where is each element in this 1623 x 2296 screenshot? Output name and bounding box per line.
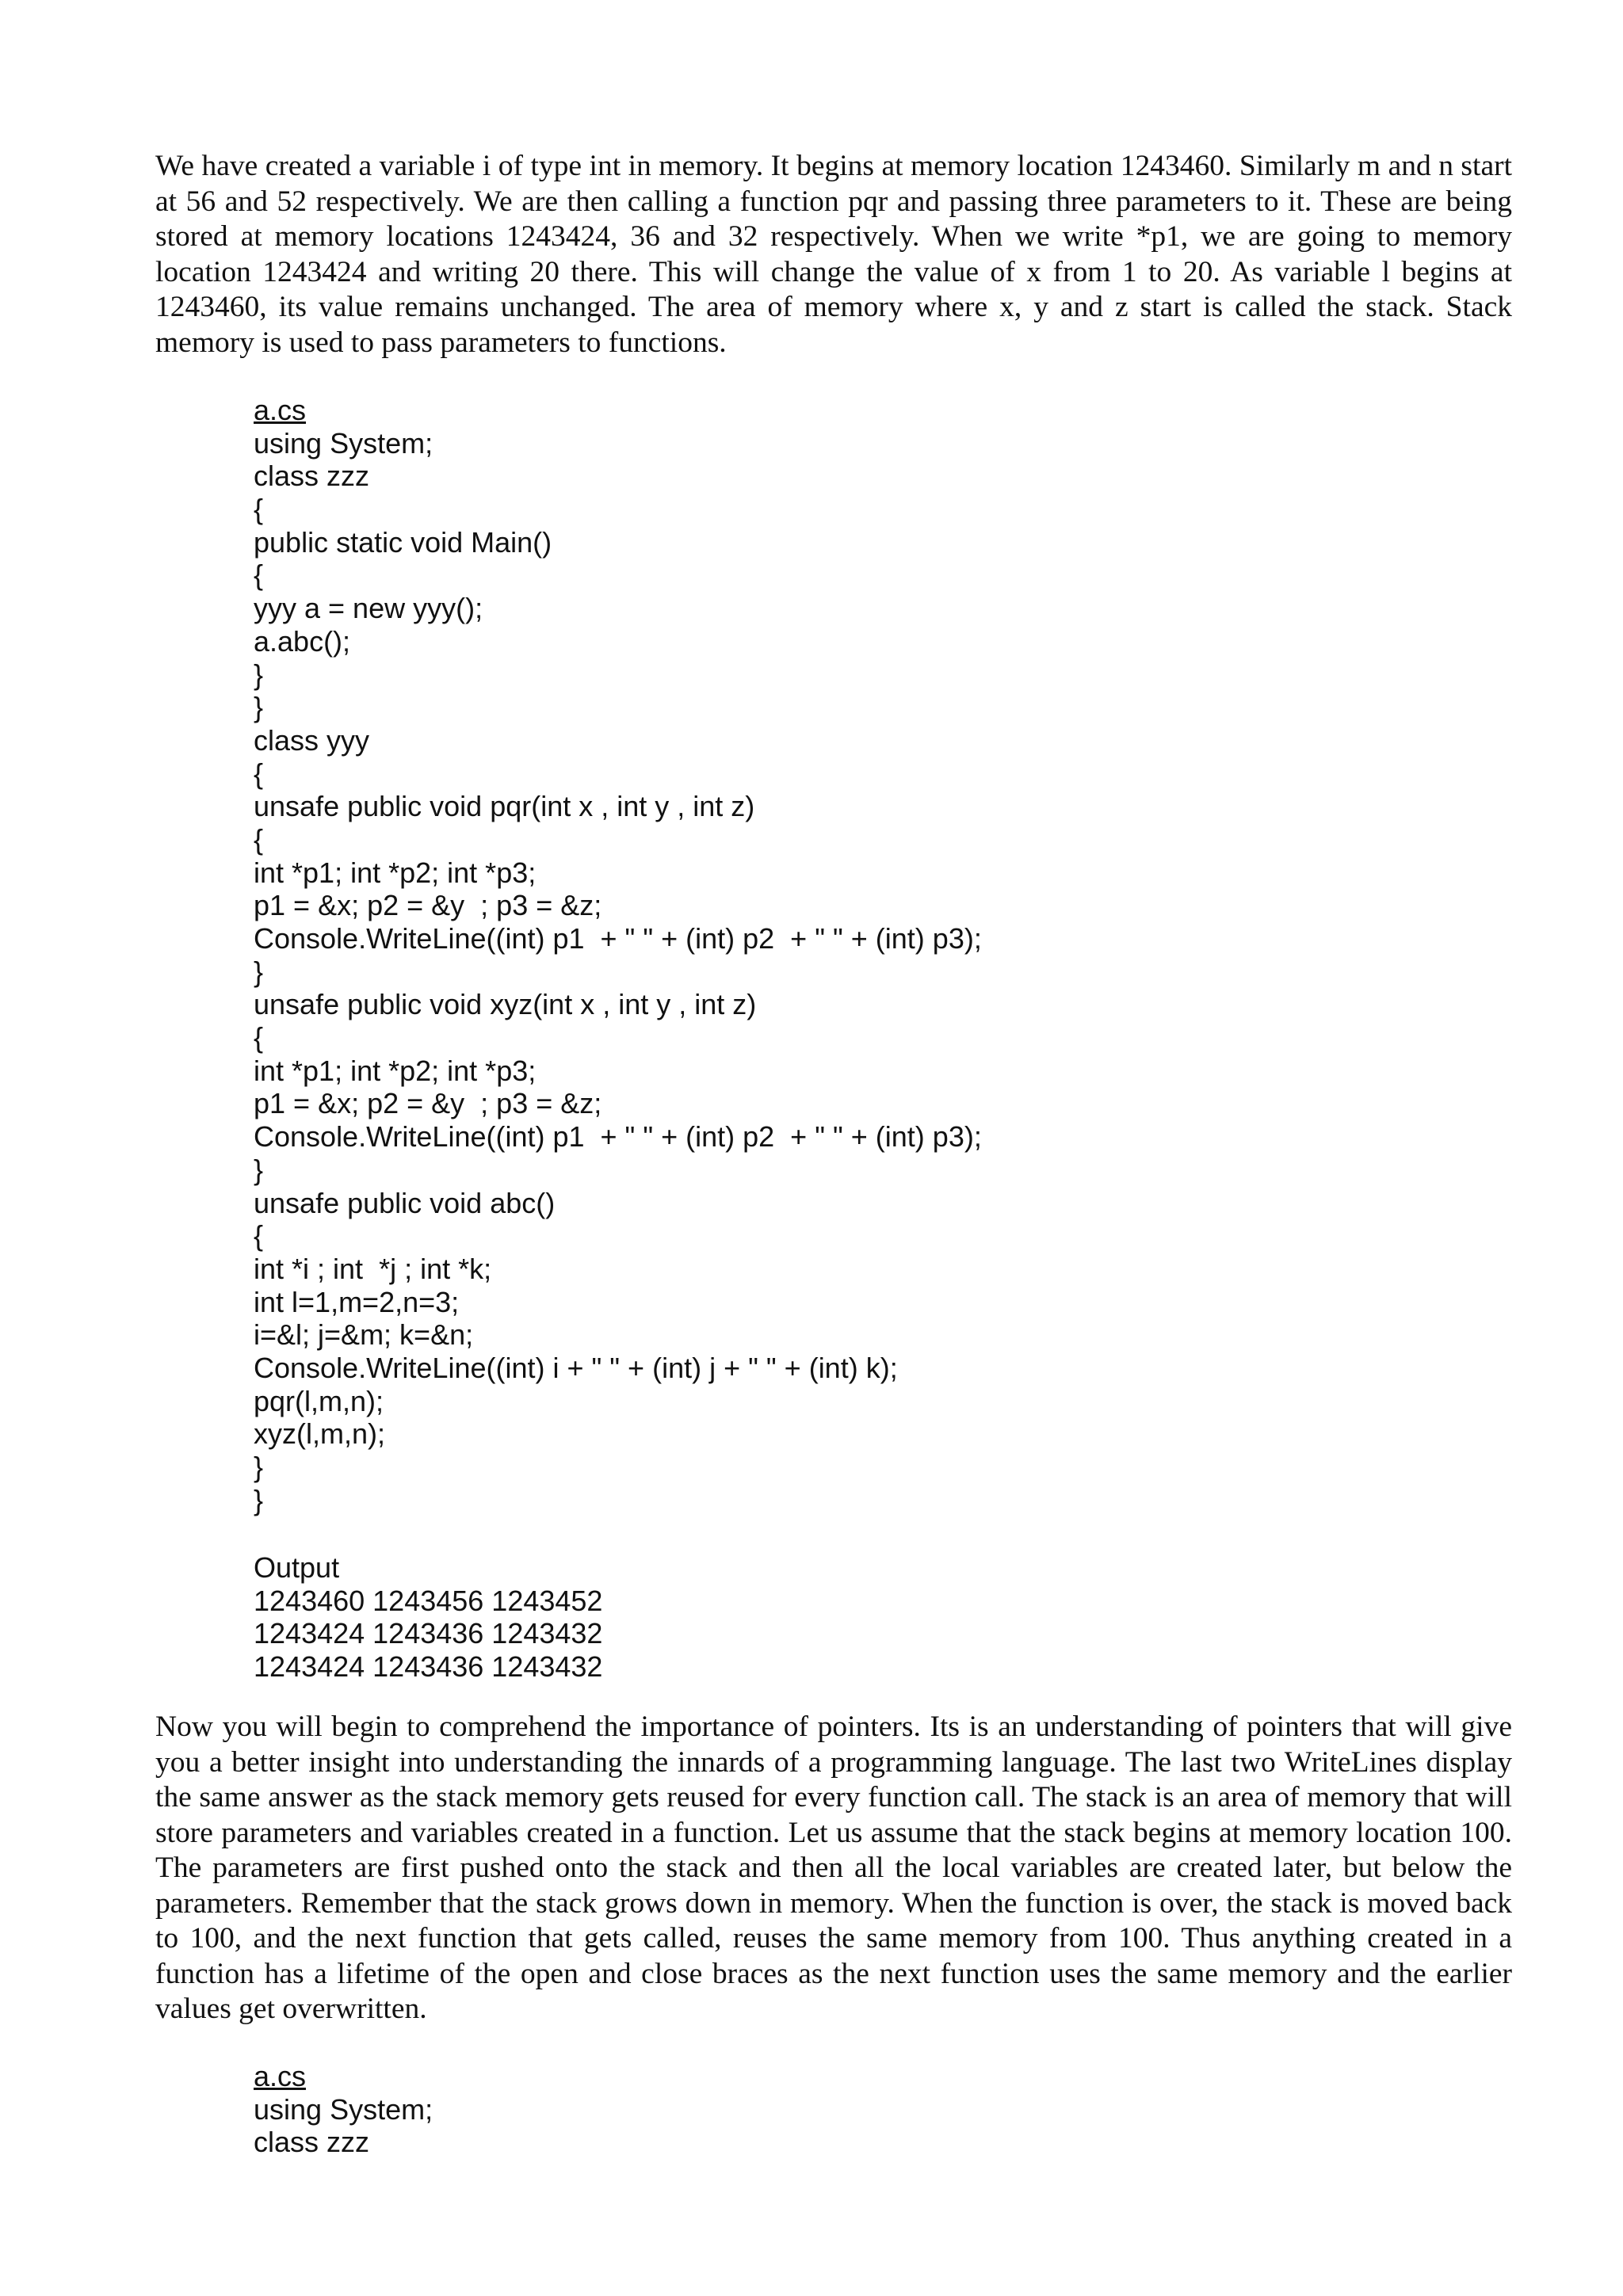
code-line: } xyxy=(254,1483,264,1516)
code-line: public static void Main() xyxy=(254,525,552,559)
code-line: int *i ; int *j ; int *k; xyxy=(254,1252,492,1285)
code-line: { xyxy=(254,493,264,526)
code-line: unsafe public void pqr(int x , int y , int z) xyxy=(254,790,755,823)
code-line: pqr(l,m,n); xyxy=(254,1384,384,1417)
code-line: int l=1,m=2,n=3; xyxy=(254,1285,460,1318)
code-line: class yyy xyxy=(254,723,370,757)
code-line: } xyxy=(254,955,264,988)
code-line: Console.WriteLine((int) p1 + " " + (int) p2 + " " + (int) p3); xyxy=(254,1120,982,1154)
body-paragraph: Now you will begin to comprehend the importance of pointers. Its is an understanding of pointers that will give you a better insight into understanding the innards of a programming language. The last two WriteLines display the same answer as the stack memory gets reused for every function call. The stack is an area of memory that will store parameters and variables created in a function. Let us assume that the stack begins at memory location 100. The parameters are first pushed onto the stack and then all the local variables are created later, but below the parameters. Remember that the stack grows down in memory. When the function is over, the stack is moved back to 100, and the next function that gets called, reuses the same memory from 100. Thus anything created in a function has a lifetime of the open and close braces as the next function uses the same memory and the earlier values get overwritten. xyxy=(155,1711,1512,2025)
code-block xyxy=(254,2060,1442,2159)
code-line: using System; xyxy=(254,2092,433,2126)
code-line: { xyxy=(254,822,264,856)
code-line: int *p1; int *p2; int *p3; xyxy=(254,1054,537,1087)
output-line: 1243424 1243436 1243432 xyxy=(254,1650,603,1684)
code-file-label: a.cs xyxy=(254,394,307,426)
code-line: } xyxy=(254,1451,264,1483)
code-line: Console.WriteLine((int) i + " " + (int) j + " " + (int) k); xyxy=(254,1351,898,1384)
output-line: 1243460 1243456 1243452 xyxy=(254,1584,603,1617)
code-line: { xyxy=(254,559,264,592)
output-heading: Output xyxy=(254,1551,340,1584)
code-line: using System; xyxy=(254,426,433,460)
code-line: { xyxy=(254,1219,264,1253)
code-line: class zzz xyxy=(254,460,370,493)
code-line: } xyxy=(254,1153,264,1186)
code-line: unsafe public void xyz(int x , int y , int z) xyxy=(254,988,757,1021)
body-paragraph: We have created a variable i of type int in memory. It begins at memory location 1243460. Similarly m and n start at 56 and 52 respectively. We are then calling a function pqr and passing three parameters to it. These are being stored at memory locations 1243424, 36 and 32 respectively. When we write *p1, we are going to memory location 1243424 and writing 20 there. This will change the value of x from 1 to 20. As variable l begins at 1243460, its value remains unchanged. The area of memory where x, y and z start is called the stack. Stack memory is used to pass parameters to functions. xyxy=(155,150,1512,359)
code-line: p1 = &x; p2 = &y ; p3 = &z; xyxy=(254,889,602,922)
code-line: class zzz xyxy=(254,2126,370,2159)
code-line: unsafe public void abc() xyxy=(254,1186,556,1219)
output-line: 1243424 1243436 1243432 xyxy=(254,1617,603,1650)
code-line: int *p1; int *p2; int *p3; xyxy=(254,856,537,889)
code-block xyxy=(254,394,1442,1516)
code-line: i=&l; j=&m; k=&n; xyxy=(254,1318,474,1352)
output-block xyxy=(254,1551,602,1684)
code-line: } xyxy=(254,658,264,691)
code-file-label: a.cs xyxy=(254,2060,307,2092)
code-line: xyz(l,m,n); xyxy=(254,1417,385,1451)
code-line: p1 = &x; p2 = &y ; p3 = &z; xyxy=(254,1087,602,1120)
code-line: Console.WriteLine((int) p1 + " " + (int) p2 + " " + (int) p3); xyxy=(254,922,982,955)
code-line: } xyxy=(254,691,264,724)
code-line: { xyxy=(254,1021,264,1055)
code-line: a.abc(); xyxy=(254,624,351,658)
code-line: { xyxy=(254,757,264,790)
code-line: yyy a = new yyy(); xyxy=(254,592,483,625)
